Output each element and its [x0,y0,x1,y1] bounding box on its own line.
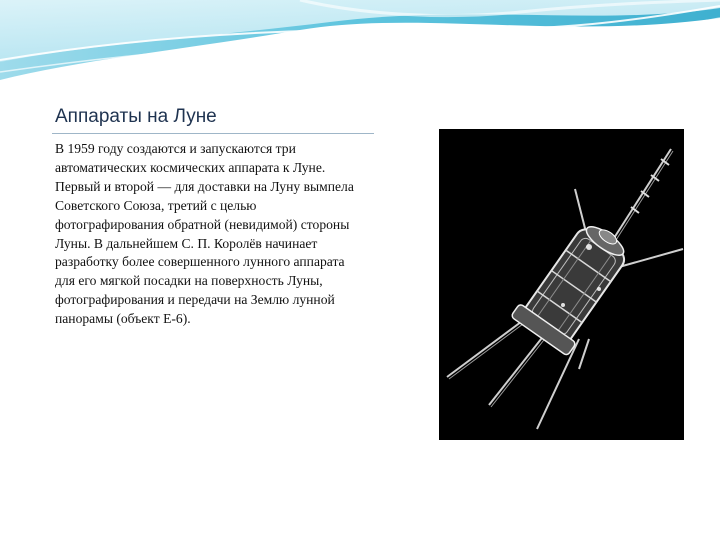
header-wave-decoration [0,0,720,90]
spacecraft-photo [439,129,684,440]
slide-body-text: В 1959 году создаются и запускаются три автоматических космических аппарата к Луне. Первый и второй — для доставки на Луну вымпела Советского Союза, третий с целью фотографирования обратной (невидимой) стороны Луны. В дальнейшем С. П. Королёв начинает разработку более совершенного лунного аппарата для его мягкой посадки на поверхность Луны, фотографирования и передачи на Землю лунной панорамы (объект Е-6). [55,141,354,327]
slide-title: Аппараты на Луне [55,106,217,127]
title-divider [52,133,374,134]
spacecraft-illustration [439,129,684,440]
